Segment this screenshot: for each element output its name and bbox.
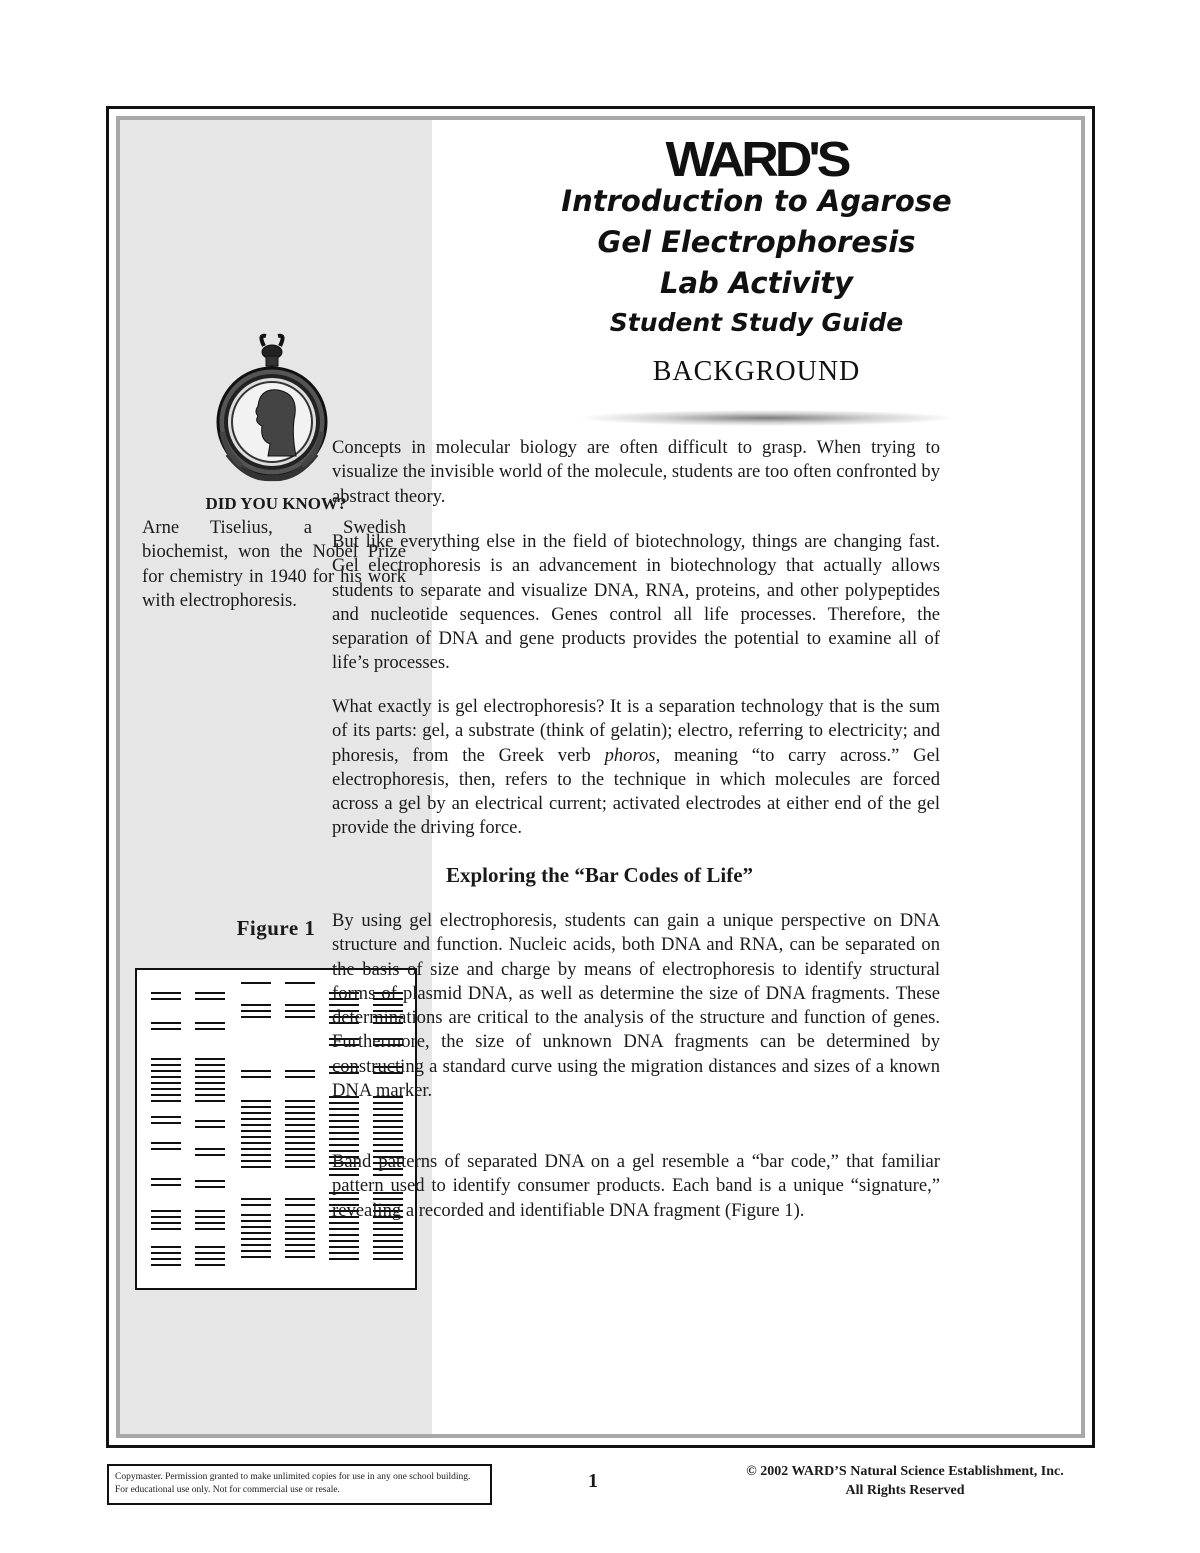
title-line-1: Introduction to Agarose bbox=[561, 184, 952, 218]
gel-band bbox=[151, 1258, 181, 1260]
gel-band bbox=[241, 1244, 271, 1246]
gel-band bbox=[285, 1204, 315, 1206]
bar-codes-heading: Exploring the “Bar Codes of Life” bbox=[446, 863, 754, 887]
copyright-line-1: © 2002 WARD’S Natural Science Establishment, Inc. bbox=[746, 1464, 1064, 1479]
gel-band bbox=[195, 1100, 225, 1102]
gel-band bbox=[241, 1148, 271, 1150]
gel-band bbox=[195, 992, 225, 994]
wards-logo: WARD'S bbox=[665, 132, 848, 188]
gel-band bbox=[241, 1070, 271, 1072]
gel-band bbox=[285, 1142, 315, 1144]
title-line-3: Lab Activity bbox=[659, 266, 854, 300]
gel-band bbox=[151, 1122, 181, 1124]
gel-band bbox=[285, 1118, 315, 1120]
gel-band bbox=[241, 1160, 271, 1162]
gel-band bbox=[195, 1210, 225, 1212]
gel-band bbox=[195, 1022, 225, 1024]
gel-band bbox=[241, 1112, 271, 1114]
copyright-line-2: All Rights Reserved bbox=[845, 1483, 965, 1498]
gel-band bbox=[241, 1154, 271, 1156]
gel-band bbox=[241, 1136, 271, 1138]
gel-band bbox=[285, 1148, 315, 1150]
gel-band bbox=[373, 1120, 403, 1122]
gel-band bbox=[241, 1106, 271, 1108]
copymaster-notice: Copymaster. Permission granted to make unlimited copies for use in any one school building. For educational use only. Not for commercial use or resale. bbox=[107, 1464, 492, 1505]
gel-band bbox=[241, 1232, 271, 1234]
gel-band bbox=[151, 1216, 181, 1218]
gel-band bbox=[329, 1228, 359, 1230]
gel-band bbox=[285, 1016, 315, 1018]
gel-band bbox=[373, 1114, 403, 1116]
gel-band bbox=[195, 1258, 225, 1260]
gel-band bbox=[151, 1264, 181, 1266]
gel-band bbox=[195, 1180, 225, 1182]
gel-band bbox=[241, 1226, 271, 1228]
did-you-know-title: DID YOU KNOW? bbox=[205, 494, 347, 513]
gel-band bbox=[241, 1204, 271, 1206]
gel-band bbox=[151, 1088, 181, 1090]
gel-band bbox=[241, 1130, 271, 1132]
gel-band bbox=[241, 1004, 271, 1006]
gel-band bbox=[151, 1222, 181, 1224]
gel-band bbox=[241, 1220, 271, 1222]
gel-band bbox=[285, 1220, 315, 1222]
copyright bbox=[700, 1462, 1110, 1500]
gel-band bbox=[373, 1252, 403, 1254]
gel-band bbox=[241, 1124, 271, 1126]
section-title: BACKGROUND bbox=[652, 356, 861, 387]
gel-band bbox=[285, 1106, 315, 1108]
did-you-know-text: Arne Tiselius, a Swedish biochemist, won the Nobel Prize for chemistry in 1940 for his work with electrophoresis. bbox=[142, 517, 406, 611]
gel-band bbox=[195, 1264, 225, 1266]
gel-band bbox=[285, 1136, 315, 1138]
gel-band bbox=[285, 1244, 315, 1246]
gel-band bbox=[151, 1116, 181, 1118]
gel-band bbox=[151, 1228, 181, 1230]
gel-band bbox=[285, 982, 315, 984]
gel-band bbox=[195, 1154, 225, 1156]
gel-band bbox=[285, 1130, 315, 1132]
gel-band bbox=[373, 1126, 403, 1128]
gel-band bbox=[195, 1082, 225, 1084]
gel-band bbox=[241, 1118, 271, 1120]
gel-band bbox=[195, 1228, 225, 1230]
figure-label: Figure 1 bbox=[236, 916, 316, 940]
paragraph-3-italic: phoros bbox=[604, 744, 656, 766]
gel-band bbox=[241, 1142, 271, 1144]
subtitle: Student Study Guide bbox=[609, 308, 904, 337]
gel-band bbox=[373, 1234, 403, 1236]
gel-band bbox=[285, 1004, 315, 1006]
gel-band bbox=[373, 1258, 403, 1260]
gel-band bbox=[195, 1246, 225, 1248]
gel-band bbox=[285, 1124, 315, 1126]
gel-band bbox=[241, 1076, 271, 1078]
gel-band bbox=[151, 1094, 181, 1096]
gel-band bbox=[285, 1238, 315, 1240]
gel-band bbox=[285, 1198, 315, 1200]
gel-band bbox=[285, 1226, 315, 1228]
gel-band bbox=[151, 1178, 181, 1180]
gel-band bbox=[329, 1240, 359, 1242]
gel-band bbox=[151, 1082, 181, 1084]
gel-band bbox=[241, 1166, 271, 1168]
gel-band bbox=[329, 1144, 359, 1146]
gel-band bbox=[151, 1142, 181, 1144]
gel-band bbox=[373, 1108, 403, 1110]
gel-band bbox=[329, 1120, 359, 1122]
gel-band bbox=[241, 1214, 271, 1216]
gel-band bbox=[151, 1148, 181, 1150]
gel-band bbox=[151, 1058, 181, 1060]
nobel-medal-icon bbox=[208, 332, 336, 482]
gel-band bbox=[195, 1222, 225, 1224]
paragraph-4: By using gel electrophoresis, students can gain a unique perspective on DNA structure and function. Nucleic acids, both DNA and RNA, can be separated on the basis of size and charge by means of electrophoresis to identify structural forms of plasmid DNA, as well as determine the size of DNA fragments. These determinations are critical to the analysis of the structure and function of genes. Furthermore, the size of unknown DNA fragments can be determined by constructing a standard curve using the migration distances and sizes of a known DNA marker. bbox=[332, 910, 940, 1102]
gel-band bbox=[151, 1184, 181, 1186]
paragraph-1: Concepts in molecular biology are often difficult to grasp. When trying to visualize the invisible world of the molecule, students are too often confronted by abstract theory. bbox=[332, 437, 940, 507]
gel-band bbox=[285, 1070, 315, 1072]
gel-band bbox=[373, 1144, 403, 1146]
gel-band bbox=[329, 1126, 359, 1128]
decorative-divider bbox=[582, 410, 952, 426]
gel-band bbox=[195, 998, 225, 1000]
gel-band bbox=[241, 1100, 271, 1102]
gel-band bbox=[195, 1252, 225, 1254]
gel-band bbox=[285, 1256, 315, 1258]
gel-band bbox=[241, 1010, 271, 1012]
gel-band bbox=[285, 1076, 315, 1078]
gel-band bbox=[285, 1100, 315, 1102]
gel-band bbox=[285, 1010, 315, 1012]
gel-band bbox=[241, 1256, 271, 1258]
gel-band bbox=[195, 1120, 225, 1122]
gel-band bbox=[195, 1070, 225, 1072]
title-line-2: Gel Electrophoresis bbox=[597, 225, 916, 259]
page-number: 1 bbox=[588, 1470, 598, 1492]
gel-band bbox=[373, 1138, 403, 1140]
gel-band bbox=[241, 1016, 271, 1018]
gel-band bbox=[241, 1250, 271, 1252]
gel-band bbox=[329, 1246, 359, 1248]
gel-band bbox=[195, 1088, 225, 1090]
gel-band bbox=[329, 1138, 359, 1140]
gel-band bbox=[195, 1064, 225, 1066]
gel-band bbox=[285, 1154, 315, 1156]
paragraph-3-start: What exactly is gel electrophoresis? It is a separation technology that is the sum of its parts: gel, a substrate (think of gelatin); electro, referring to electricity; and phoresis, from the Greek verb bbox=[332, 696, 940, 766]
gel-band bbox=[151, 1210, 181, 1212]
gel-band bbox=[285, 1112, 315, 1114]
gel-band bbox=[241, 1198, 271, 1200]
gel-band bbox=[151, 1246, 181, 1248]
gel-band bbox=[329, 1234, 359, 1236]
gel-band bbox=[195, 1076, 225, 1078]
gel-band bbox=[151, 1022, 181, 1024]
gel-band bbox=[329, 1258, 359, 1260]
gel-band bbox=[151, 992, 181, 994]
gel-band bbox=[285, 1232, 315, 1234]
gel-band bbox=[195, 1058, 225, 1060]
gel-band bbox=[195, 1186, 225, 1188]
gel-band bbox=[373, 1228, 403, 1230]
gel-band bbox=[285, 1166, 315, 1168]
gel-band bbox=[373, 1246, 403, 1248]
gel-band bbox=[151, 1100, 181, 1102]
gel-band bbox=[329, 1132, 359, 1134]
gel-band bbox=[151, 998, 181, 1000]
gel-band bbox=[195, 1216, 225, 1218]
gel-band bbox=[195, 1126, 225, 1128]
gel-band bbox=[285, 1160, 315, 1162]
gel-band bbox=[329, 1108, 359, 1110]
gel-band bbox=[151, 1252, 181, 1254]
gel-band bbox=[151, 1064, 181, 1066]
paragraph-3 bbox=[332, 695, 940, 841]
gel-band bbox=[329, 1252, 359, 1254]
gel-band bbox=[241, 1238, 271, 1240]
gel-band bbox=[151, 1028, 181, 1030]
gel-band bbox=[241, 982, 271, 984]
gel-band bbox=[151, 1070, 181, 1072]
paragraph-5: Band patterns of separated DNA on a gel resemble a “bar code,” that familiar pattern used to identify consumer products. Each band is a unique “signature,” revealing a recorded and identifiable DNA fragment (Figure 1). bbox=[332, 1151, 940, 1221]
gel-band bbox=[151, 1076, 181, 1078]
gel-band bbox=[195, 1028, 225, 1030]
gel-band bbox=[329, 1114, 359, 1116]
paragraph-3-end: , meaning “to carry across.” Gel electrophoresis, then, refers to the technique in which molecules are forced across a gel by an electrical current; activated electrodes at either end of the gel provide the driving force. bbox=[332, 744, 940, 839]
gel-band bbox=[195, 1094, 225, 1096]
gel-band bbox=[373, 1132, 403, 1134]
gel-band bbox=[195, 1148, 225, 1150]
gel-band bbox=[373, 1240, 403, 1242]
gel-band bbox=[285, 1214, 315, 1216]
gel-band bbox=[285, 1250, 315, 1252]
paragraph-2: But like everything else in the field of biotechnology, things are changing fast. Gel electrophoresis is an advancement in biotechnology that actually allows students to separate and visualize DNA, RNA, proteins, and other polypeptides and nucleotide sequences. Genes control all life processes. Therefore, the separation of DNA and gene products provides the potential to examine all of life’s processes. bbox=[332, 531, 940, 674]
